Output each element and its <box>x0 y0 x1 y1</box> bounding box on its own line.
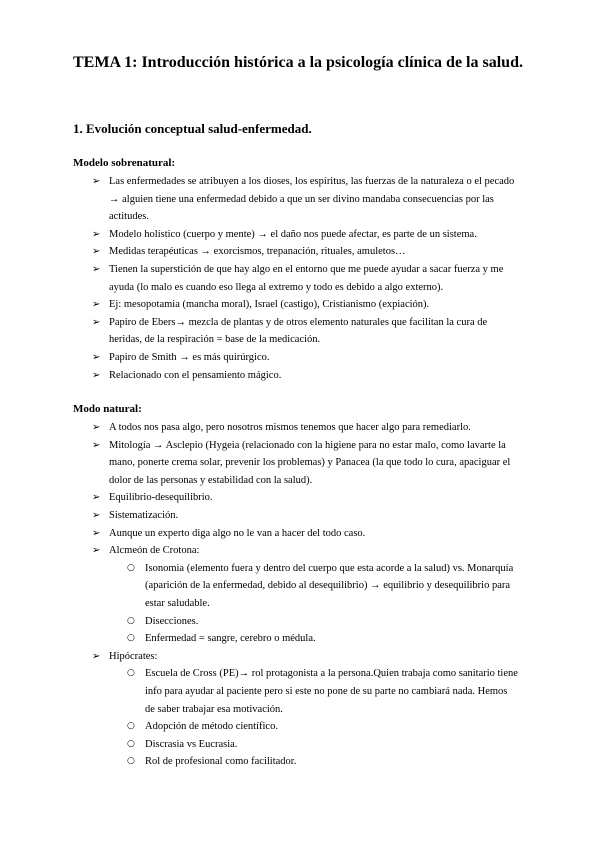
list-item: ➢ Sistematización. <box>0 507 519 525</box>
circle-bullet-icon: ○ <box>127 756 135 767</box>
arrow-bullet-icon: ➢ <box>92 228 101 240</box>
arrow-bullet-icon: ➢ <box>92 527 101 539</box>
list-item: ➢ Papiro de Smith → es más quirúrgico. <box>0 349 519 367</box>
subheading-modelo-sobrenatural: Modelo sobrenatural: <box>73 157 176 169</box>
list-item: ➢ Las enfermedades se atribuyen a los dioses, los espíritus, las fuerzas de la naturaleza o el pecado → alguien tiene una enfermedad debido a que un ser divino mandaba consecuencias por las actitudes. <box>0 173 519 226</box>
arrow-bullet-icon: ➢ <box>92 369 101 381</box>
arrow-bullet-icon: ➢ <box>92 263 101 275</box>
arrow-bullet-icon: ➢ <box>92 422 101 433</box>
arrow-bullet-icon: ➢ <box>92 492 101 504</box>
sublist-item: ○ Adopción de método científico. <box>0 718 519 736</box>
arrow-bullet-icon: ➢ <box>92 316 101 328</box>
arrow-bullet-icon: ➢ <box>92 246 101 258</box>
list-item: ➢ Aunque un experto diga algo no le van a hacer del todo caso. <box>0 525 519 543</box>
list-item-hipocrates: ➢ Hipócrates: ○ Escuela de Cross (PE)→ rol protagonista a la persona.Quien trabaja como sanitario tiene info para ayudar al paciente pero si este no pone de su parte no cambiará nada. Hemos de saber trabajar esa motivación. ○ Adopción de método científico. ○ Discrasia vs Eucrasia. ○ Rol de profesional como facilitador. <box>0 648 519 771</box>
list-modo-natural <box>0 419 519 771</box>
page-title: TEMA 1: Introducción histórica a la psicología clínica de la salud. <box>73 54 523 71</box>
subheading-modo-natural: Modo natural: <box>73 403 142 415</box>
arrow-bullet-icon: ➢ <box>92 176 101 187</box>
list-modelo-sobrenatural <box>0 173 519 384</box>
sublist-item: ○ Escuela de Cross (PE)→ rol protagonista a la persona.Quien trabaja como sanitario tiene info para ayudar al paciente pero si este no pone de su parte no cambiará nada. Hemos de saber trabajar esa motivación. <box>0 665 519 718</box>
circle-bullet-icon: ○ <box>127 633 135 644</box>
arrow-bullet-icon: ➢ <box>92 509 101 521</box>
section-heading: 1. Evolución conceptual salud-enfermedad. <box>73 121 312 136</box>
list-item: ➢ Equilibrio-desequilibrio. <box>0 489 519 507</box>
circle-bullet-icon: ○ <box>127 721 135 732</box>
arrow-bullet-icon: ➢ <box>92 439 101 451</box>
sublist-item: ○ Enfermedad = sangre, cerebro o médula. <box>0 630 519 648</box>
circle-bullet-icon: ○ <box>127 668 135 679</box>
circle-bullet-icon: ○ <box>127 615 135 626</box>
circle-bullet-icon: ○ <box>127 738 135 749</box>
sublist-item: ○ Isonomia (elemento fuera y dentro del cuerpo que esta acorde a la salud) vs. Monarquía (aparición de la enfermedad, debido al desequilibrio) → equilibrio y desequilibrio para estar saludable. <box>0 560 519 613</box>
list-item: ➢ Ej: mesopotamia (mancha moral), Israel (castigo), Cristianismo (expiación). <box>0 296 519 314</box>
list-item: ➢ A todos nos pasa algo, pero nosotros mismos tenemos que hacer algo para remediarlo. <box>0 419 519 437</box>
sublist-alcmeon <box>109 560 519 648</box>
arrow-bullet-icon: ➢ <box>92 545 101 557</box>
list-item: ➢ Papiro de Ebers→ mezcla de plantas y de otros elemento naturales que facilitan la cura de heridas, de la respiración = base de la medicación. <box>0 314 519 349</box>
list-item: ➢ Tienen la superstición de que hay algo en el entorno que me puede ayudar a sacar fuerza y me ayuda (lo malo es cuando eso llega al extremo y todo es debido a algo externo). <box>0 261 519 296</box>
sublist-item: ○ Rol de profesional como facilitador. <box>0 753 519 771</box>
list-item-alcmeon: ➢ Alcmeón de Crotona: ○ Isonomia (elemento fuera y dentro del cuerpo que esta acorde a la salud) vs. Monarquía (aparición de la enfermedad, debido al desequilibrio) → equilibrio y desequilibrio para estar saludable. ○ Disecciones. ○ Enfermedad = sangre, cerebro o médula. <box>0 542 519 648</box>
sublist-item: ○ Discrasia vs Eucrasia. <box>0 736 519 754</box>
arrow-bullet-icon: ➢ <box>92 650 101 662</box>
list-item: ➢ Medidas terapéuticas → exorcismos, trepanación, rituales, amuletos… <box>0 243 519 261</box>
sublist-hipocrates <box>109 665 519 771</box>
arrow-bullet-icon: ➢ <box>92 299 101 311</box>
list-item: ➢ Modelo holístico (cuerpo y mente) → el daño nos puede afectar, es parte de un sistema. <box>0 226 519 244</box>
circle-bullet-icon: ○ <box>127 562 135 573</box>
arrow-bullet-icon: ➢ <box>92 351 101 363</box>
sublist-item: ○ Disecciones. <box>0 613 519 631</box>
list-item: ➢ Relacionado con el pensamiento mágico. <box>0 367 519 385</box>
list-item: ➢ Mitología → Asclepio (Hygeia (relacionado con la higiene para no estar malo, como lavarte la mano, ponerte crema solar, prevenir los problemas) y Panacea (la que todo lo cura, apaciguar el dolor de las personas y estabilidad con la salud). <box>0 437 519 490</box>
